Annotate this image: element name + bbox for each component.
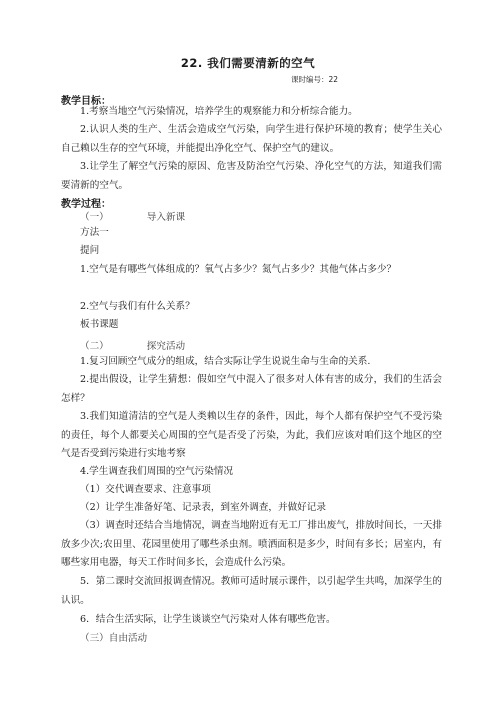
ask-label: 提问 — [80, 245, 100, 256]
sub-step-1: （1）交代调查要求、注意事项 — [80, 484, 211, 495]
process-heading: 教学过程： — [61, 199, 111, 210]
section-1-label: 导入新课 — [146, 212, 186, 223]
activity-1: 1.复习回顾空气成分的组成，结合实际让学生说说生命与生命的关系. — [80, 356, 371, 367]
method-label: 方法一 — [80, 227, 109, 238]
section-1-number: （一） — [80, 212, 109, 223]
activity-6: 6．结合生活实际，让学生谈谈空气污染对人体有哪些危害。 — [80, 614, 336, 625]
activity-2: 2.提出假设，让学生猜想：假如空气中混入了很多对人体有害的成分，我们的生活会怎样？ — [61, 374, 442, 404]
activity-5: 5．第二课时交流回报调查情况。教师可适时展示课件，以引起学生共鸣，加深学生的认识。 — [61, 576, 442, 606]
question-2: 2.空气与我们有什么关系？ — [80, 301, 195, 312]
activity-3: 3.我们知道清洁的空气是人类赖以生存的条件，因此，每个人都有保护空气不受污染的责任，每个人都要关心周围的空气是否受了污染，为此，我们应该对咱们这个地区的空气是否受到污染进行实地考察 — [61, 411, 442, 459]
goal-item-3: 3.让学生了解空气污染的原因、危害及防治空气污染、净化空气的方法，知道我们需要清新的空气。 — [61, 161, 442, 191]
question-1: 1.空气是有哪些气体组成的？氧气占多少？氮气占多少？其他气体占多少？ — [80, 264, 397, 275]
sub-step-2: （2）让学生准备好笔、记录表，到室外调查，并做好记录 — [80, 502, 326, 513]
lesson-title: 22. 我们需要清新的空气 — [180, 56, 316, 70]
lesson-number: 课时编号：22 — [290, 75, 338, 84]
section-2-heading — [80, 338, 185, 352]
sub-step-3: （3）调查时还结合当地情况，调查当地附近有无工厂排出废气，排放时间长，一天排放多少次;农田里、花园里使用了哪些杀虫剂。喷洒面积是多少，时间有多长；居室内，有哪些家用电器，每天工作时间多长，会造成什么污染。 — [61, 520, 442, 568]
board-title: 板书课题 — [80, 319, 119, 330]
goals-heading: 教学目标： — [61, 96, 111, 107]
section-2-label: 探究活动 — [146, 341, 186, 352]
goal-item-1: 1.考察当地空气污染情况，培养学生的观察能力和分析综合能力。 — [80, 106, 358, 117]
activity-4: 4.学生调查我们周围的空气污染情况 — [80, 466, 234, 477]
section-3-heading: （三）自由活动 — [80, 633, 148, 644]
section-2-number: （二） — [80, 341, 109, 352]
goal-item-2: 2.认识人类的生产、生活会造成空气污染，向学生进行保护环境的教育；使学生关心自己赖以生存的空气环境，并能提出净化空气、保护空气的建议。 — [61, 124, 442, 154]
section-1-heading — [80, 209, 185, 223]
